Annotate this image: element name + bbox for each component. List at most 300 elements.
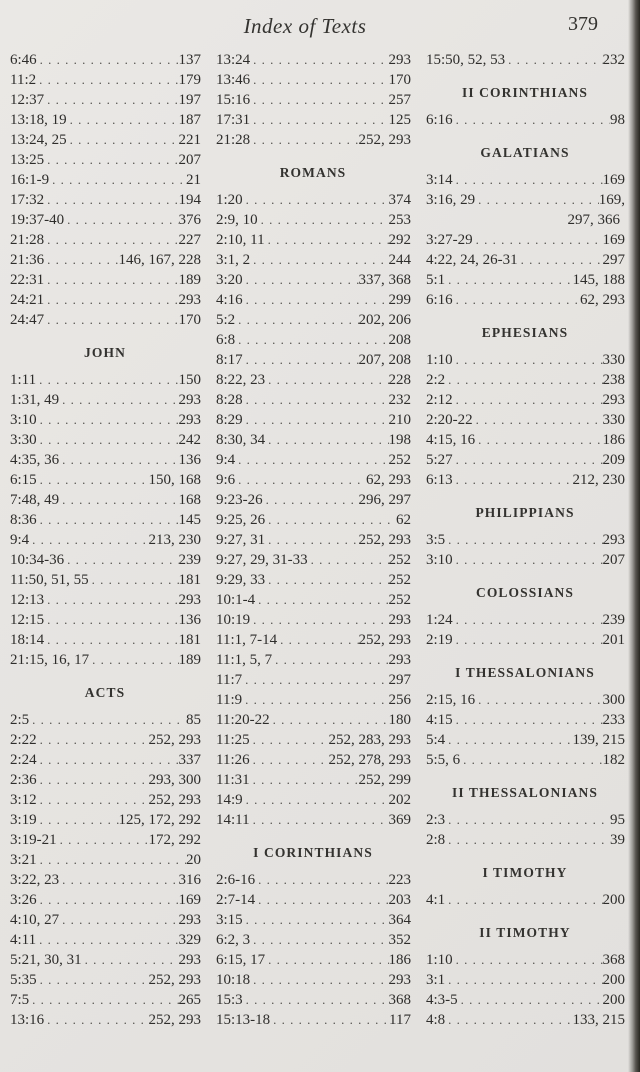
dot-leader	[475, 190, 599, 210]
page-numbers: 137	[178, 52, 201, 68]
verse-ref: 9:25, 26	[216, 512, 266, 528]
dot-leader	[64, 210, 178, 230]
page-numbers: 297	[602, 252, 625, 268]
page-numbers: 169	[602, 232, 625, 248]
index-entry-continuation	[424, 210, 626, 230]
page-numbers: 202	[388, 792, 411, 808]
dot-leader	[505, 50, 602, 70]
index-entry	[8, 970, 202, 990]
index-entry	[8, 870, 202, 890]
index-entry	[424, 190, 626, 210]
verse-ref: 15:16	[216, 92, 251, 108]
dot-leader	[250, 750, 329, 770]
verse-ref: 3:1, 2	[216, 252, 251, 268]
dot-leader	[272, 650, 388, 670]
index-entry	[8, 910, 202, 930]
page-numbers: 233	[602, 712, 625, 728]
verse-ref: 21:36	[10, 252, 45, 268]
verse-ref: 2:10, 11	[216, 232, 265, 248]
verse-ref: 12:13	[10, 592, 45, 608]
page-numbers: 200	[602, 892, 625, 908]
verse-ref: 3:27-29	[426, 232, 473, 248]
page-numbers: 299	[388, 292, 411, 308]
index-entry	[8, 750, 202, 770]
dot-leader	[453, 550, 603, 570]
page-number: 379	[568, 13, 598, 35]
page-numbers: 62, 293	[366, 472, 411, 488]
verse-ref: 3:22, 23	[10, 872, 60, 888]
page-numbers: 182	[602, 752, 625, 768]
dot-leader	[265, 230, 389, 250]
page-numbers: 181	[178, 572, 201, 588]
dot-leader	[59, 390, 178, 410]
page-numbers: 252, 299	[358, 772, 411, 788]
index-entry	[8, 850, 202, 870]
index-entry	[8, 90, 202, 110]
dot-leader	[44, 610, 178, 630]
index-entry	[214, 750, 412, 770]
index-entry	[214, 910, 412, 930]
verse-ref: 21:15, 16, 17	[10, 652, 90, 668]
index-entry	[8, 110, 202, 130]
verse-ref: 21:28	[10, 232, 45, 248]
dot-leader	[250, 50, 388, 70]
index-entry	[214, 970, 412, 990]
dot-leader	[308, 550, 389, 570]
dot-leader	[44, 270, 178, 290]
verse-ref: 2:5	[10, 712, 30, 728]
verse-ref: 10:1-4	[216, 592, 256, 608]
index-entry	[424, 630, 626, 650]
index-entry	[8, 230, 202, 250]
index-entry	[8, 410, 202, 430]
verse-ref: 4:8	[426, 1012, 446, 1028]
index-entry	[8, 450, 202, 470]
dot-leader	[445, 890, 602, 910]
dot-leader	[265, 510, 396, 530]
page-numbers: 146, 167, 228	[118, 252, 201, 268]
page-numbers: 252	[388, 452, 411, 468]
page-numbers: 293	[178, 912, 201, 928]
index-entry	[214, 490, 412, 510]
dot-leader	[57, 830, 149, 850]
page-numbers: 330	[602, 412, 625, 428]
verse-ref: 7:5	[10, 992, 30, 1008]
page-numbers: 95	[610, 812, 625, 828]
index-entry	[214, 990, 412, 1010]
page-numbers: 168	[178, 492, 201, 508]
dot-leader	[243, 350, 359, 370]
page-numbers: 244	[388, 252, 411, 268]
index-entry	[8, 650, 202, 670]
dot-leader	[243, 390, 389, 410]
dot-leader	[265, 570, 388, 590]
page-numbers: 150, 168	[148, 472, 201, 488]
page-numbers: 369	[388, 812, 411, 828]
page-numbers: 169	[602, 172, 625, 188]
index-column-3	[424, 50, 626, 1030]
page-numbers: 21	[186, 172, 201, 188]
page-numbers: 239	[178, 552, 201, 568]
page-numbers: 252, 293	[148, 732, 201, 748]
verse-ref: 3:12	[10, 792, 37, 808]
page-numbers: 352	[388, 932, 411, 948]
dot-leader	[37, 770, 149, 790]
page-numbers: 201	[602, 632, 625, 648]
index-entry	[214, 370, 412, 390]
index-entry	[424, 110, 626, 130]
dot-leader	[243, 270, 359, 290]
dot-leader	[250, 610, 388, 630]
page-numbers: 252, 293	[358, 532, 411, 548]
dot-leader	[49, 170, 186, 190]
verse-ref: 11:25	[216, 732, 250, 748]
page-numbers: 252, 278, 293	[328, 752, 411, 768]
verse-ref: 12:37	[10, 92, 45, 108]
page-numbers: 368	[602, 952, 625, 968]
index-entry	[214, 450, 412, 470]
dot-leader	[242, 690, 388, 710]
dot-leader	[37, 510, 179, 530]
dot-leader	[453, 630, 603, 650]
page-numbers: 125	[388, 112, 411, 128]
dot-leader	[453, 610, 603, 630]
page-numbers: 242	[178, 432, 201, 448]
dot-leader	[458, 990, 603, 1010]
dot-leader	[265, 530, 358, 550]
index-entry	[424, 230, 626, 250]
dot-leader	[473, 410, 603, 430]
verse-ref: 4:35, 36	[10, 452, 60, 468]
verse-ref: 4:10, 27	[10, 912, 60, 928]
verse-ref: 13:24, 25	[10, 132, 67, 148]
verse-ref: 2:3	[426, 812, 446, 828]
dot-leader	[445, 530, 602, 550]
page-numbers: 98	[610, 112, 625, 128]
verse-ref: 18:14	[10, 632, 45, 648]
verse-ref: 3:15	[216, 912, 243, 928]
index-entry	[8, 790, 202, 810]
page-numbers: 169,	[598, 192, 625, 208]
verse-ref: 9:4	[216, 452, 236, 468]
verse-ref: 14:9	[216, 792, 243, 808]
page-numbers: 252, 293	[148, 1012, 201, 1028]
section-heading: II CORINTHIANS	[461, 85, 589, 100]
section-heading: II TIMOTHY	[479, 925, 571, 940]
dot-leader	[453, 950, 603, 970]
verse-ref: 9:4	[10, 532, 30, 548]
dot-leader	[250, 250, 388, 270]
index-entry	[424, 270, 626, 290]
page-numbers: 232	[388, 392, 411, 408]
page-numbers: 364	[388, 912, 411, 928]
index-entry	[214, 530, 412, 550]
page-numbers: 212, 230	[572, 472, 625, 488]
verse-ref: 3:10	[10, 412, 37, 428]
page-numbers: 136	[178, 452, 201, 468]
dot-leader	[265, 430, 388, 450]
dot-leader	[277, 630, 358, 650]
verse-ref: 6:16	[426, 292, 453, 308]
page-numbers: 256	[388, 692, 411, 708]
dot-leader	[37, 890, 179, 910]
page-numbers: 257	[388, 92, 411, 108]
dot-leader	[37, 410, 179, 430]
dot-leader	[445, 730, 572, 750]
page-numbers: 293	[178, 392, 201, 408]
index-entry	[214, 230, 412, 250]
index-entry	[8, 470, 202, 490]
section-heading: II THESSALONIANS	[451, 785, 599, 800]
index-entry	[424, 250, 626, 270]
dot-leader	[36, 930, 178, 950]
index-entry	[214, 950, 412, 970]
index-entry	[214, 710, 412, 730]
verse-ref: 17:31	[216, 112, 251, 128]
index-entry	[424, 390, 626, 410]
index-column-1	[8, 50, 202, 1030]
dot-leader	[445, 970, 602, 990]
dot-leader	[460, 750, 602, 770]
page-numbers: 253	[388, 212, 411, 228]
verse-ref: 2:8	[426, 832, 446, 848]
index-entry	[8, 950, 202, 970]
verse-ref: 5:5, 6	[426, 752, 461, 768]
dot-leader	[37, 850, 186, 870]
verse-ref: 2:9, 10	[216, 212, 258, 228]
page-numbers: 223	[388, 872, 411, 888]
index-entry	[8, 1010, 202, 1030]
dot-leader	[37, 810, 119, 830]
dot-leader	[270, 1010, 389, 1030]
index-entry	[424, 810, 626, 830]
index-entry	[214, 90, 412, 110]
dot-leader	[453, 290, 580, 310]
index-entry	[424, 610, 626, 630]
verse-ref: 5:4	[426, 732, 446, 748]
dot-leader	[89, 650, 178, 670]
index-entry	[424, 750, 626, 770]
index-entry	[214, 550, 412, 570]
index-entry	[424, 710, 626, 730]
index-entry	[8, 770, 202, 790]
dot-leader	[445, 270, 572, 290]
dot-leader	[29, 990, 178, 1010]
index-entry	[214, 770, 412, 790]
page-numbers: 210	[388, 412, 411, 428]
page-numbers: 62	[396, 512, 411, 528]
index-entry	[214, 410, 412, 430]
verse-ref: 12:15	[10, 612, 45, 628]
verse-ref: 11:20-22	[216, 712, 270, 728]
verse-ref: 6:46	[10, 52, 37, 68]
verse-ref: 9:6	[216, 472, 236, 488]
dot-leader	[243, 410, 389, 430]
index-column-2	[214, 50, 412, 1030]
index-entry	[214, 570, 412, 590]
verse-ref: 4:15	[426, 712, 453, 728]
dot-leader	[37, 790, 149, 810]
index-entry	[424, 350, 626, 370]
index-entry	[424, 970, 626, 990]
dot-leader	[473, 230, 603, 250]
verse-ref: 11:31	[216, 772, 250, 788]
index-entry	[214, 430, 412, 450]
page-numbers: 297	[388, 672, 411, 688]
index-entry	[214, 650, 412, 670]
dot-leader	[59, 910, 178, 930]
page-numbers: 20	[186, 852, 201, 868]
dot-leader	[445, 1010, 572, 1030]
verse-ref: 4:3-5	[426, 992, 458, 1008]
dot-leader	[44, 190, 178, 210]
dot-leader	[64, 550, 178, 570]
dot-leader	[518, 250, 603, 270]
verse-ref: 3:30	[10, 432, 37, 448]
index-entry	[8, 830, 202, 850]
verse-ref: 6:13	[426, 472, 453, 488]
page-numbers: 376	[178, 212, 201, 228]
page-numbers: 194	[178, 192, 201, 208]
index-entry	[424, 890, 626, 910]
dot-leader	[37, 970, 149, 990]
page-numbers: 300	[602, 692, 625, 708]
index-entry	[8, 170, 202, 190]
verse-ref: 3:1	[426, 972, 446, 988]
page-numbers: 329	[178, 932, 201, 948]
dot-leader	[453, 710, 603, 730]
index-entry	[214, 210, 412, 230]
page-numbers: 252	[388, 572, 411, 588]
verse-ref: 4:11	[10, 932, 37, 948]
page-numbers: 293	[178, 292, 201, 308]
dot-leader	[445, 370, 602, 390]
page-numbers: 330	[602, 352, 625, 368]
dot-leader	[67, 130, 179, 150]
index-entry	[214, 930, 412, 950]
page-numbers: 198	[388, 432, 411, 448]
index-entry	[214, 250, 412, 270]
page-numbers: 186	[602, 432, 625, 448]
dot-leader	[453, 110, 610, 130]
verse-ref: 11:26	[216, 752, 250, 768]
dot-leader	[445, 830, 610, 850]
index-entry	[8, 890, 202, 910]
page-numbers: 145, 188	[572, 272, 625, 288]
verse-ref: 3:26	[10, 892, 37, 908]
page-numbers: 189	[178, 652, 201, 668]
verse-ref: 3:14	[426, 172, 453, 188]
section-heading: EPHESIANS	[481, 325, 569, 340]
dot-leader	[445, 810, 610, 830]
dot-leader	[44, 630, 178, 650]
dot-leader	[250, 110, 388, 130]
page-numbers: 209	[602, 452, 625, 468]
verse-ref: 5:1	[426, 272, 446, 288]
verse-ref: 2:2	[426, 372, 446, 388]
dot-leader	[235, 470, 366, 490]
verse-ref: 6:16	[426, 112, 453, 128]
index-entry	[214, 70, 412, 90]
page-numbers: 316	[178, 872, 201, 888]
verse-ref: 6:2, 3	[216, 932, 251, 948]
dot-leader	[243, 990, 389, 1010]
dot-leader	[250, 70, 388, 90]
dot-leader	[243, 290, 389, 310]
index-entry	[214, 1010, 412, 1030]
dot-leader	[475, 690, 602, 710]
index-entry	[8, 610, 202, 630]
dot-leader	[250, 970, 388, 990]
index-entry	[424, 50, 626, 70]
page-numbers: 200	[602, 972, 625, 988]
page-numbers: 197	[178, 92, 201, 108]
index-entry	[214, 270, 412, 290]
section-heading: PHILIPPIANS	[475, 505, 575, 520]
verse-ref: 9:27, 29, 31-33	[216, 552, 308, 568]
index-entry	[214, 610, 412, 630]
page-numbers: 337, 368	[358, 272, 411, 288]
verse-ref: 2:12	[426, 392, 453, 408]
page-numbers: 85	[186, 712, 201, 728]
dot-leader	[255, 870, 388, 890]
section-heading: JOHN	[84, 345, 126, 360]
page-numbers: 150	[178, 372, 201, 388]
page-numbers: 169	[178, 892, 201, 908]
dot-leader	[453, 350, 603, 370]
section-heading: I TIMOTHY	[482, 865, 568, 880]
index-entry	[8, 490, 202, 510]
dot-leader	[44, 290, 178, 310]
verse-ref: 15:13-18	[216, 1012, 271, 1028]
verse-ref: 21:28	[216, 132, 251, 148]
verse-ref: 1:24	[426, 612, 453, 628]
page-numbers: 292	[388, 232, 411, 248]
page-numbers: 374	[388, 192, 411, 208]
verse-ref: 3:19	[10, 812, 37, 828]
page-numbers: 39	[610, 832, 625, 848]
page-numbers: 133, 215	[572, 1012, 625, 1028]
page-numbers: 252, 283, 293	[328, 732, 411, 748]
index-entry	[8, 250, 202, 270]
index-entry	[214, 190, 412, 210]
dot-leader	[250, 90, 388, 110]
page-numbers: 203	[388, 892, 411, 908]
page-numbers: 202, 206	[358, 312, 411, 328]
dot-leader	[258, 210, 389, 230]
dot-leader	[37, 730, 149, 750]
dot-leader	[250, 130, 358, 150]
verse-ref: 6:8	[216, 332, 236, 348]
page-numbers: 252	[388, 592, 411, 608]
page-numbers: 179	[178, 72, 201, 88]
dot-leader	[82, 950, 179, 970]
verse-ref: 3:5	[426, 532, 446, 548]
dot-leader	[453, 390, 603, 410]
index-entry	[214, 670, 412, 690]
verse-ref: 11:2	[10, 72, 37, 88]
page-numbers: 200	[602, 992, 625, 1008]
page-numbers: 117	[389, 1012, 411, 1028]
page-numbers: 293	[178, 592, 201, 608]
dot-leader	[89, 570, 179, 590]
verse-ref: 8:29	[216, 412, 243, 428]
page-numbers: 170	[178, 312, 201, 328]
index-entry	[214, 390, 412, 410]
page-numbers: 252, 293	[358, 132, 411, 148]
verse-ref: 24:47	[10, 312, 45, 328]
index-entry	[8, 710, 202, 730]
